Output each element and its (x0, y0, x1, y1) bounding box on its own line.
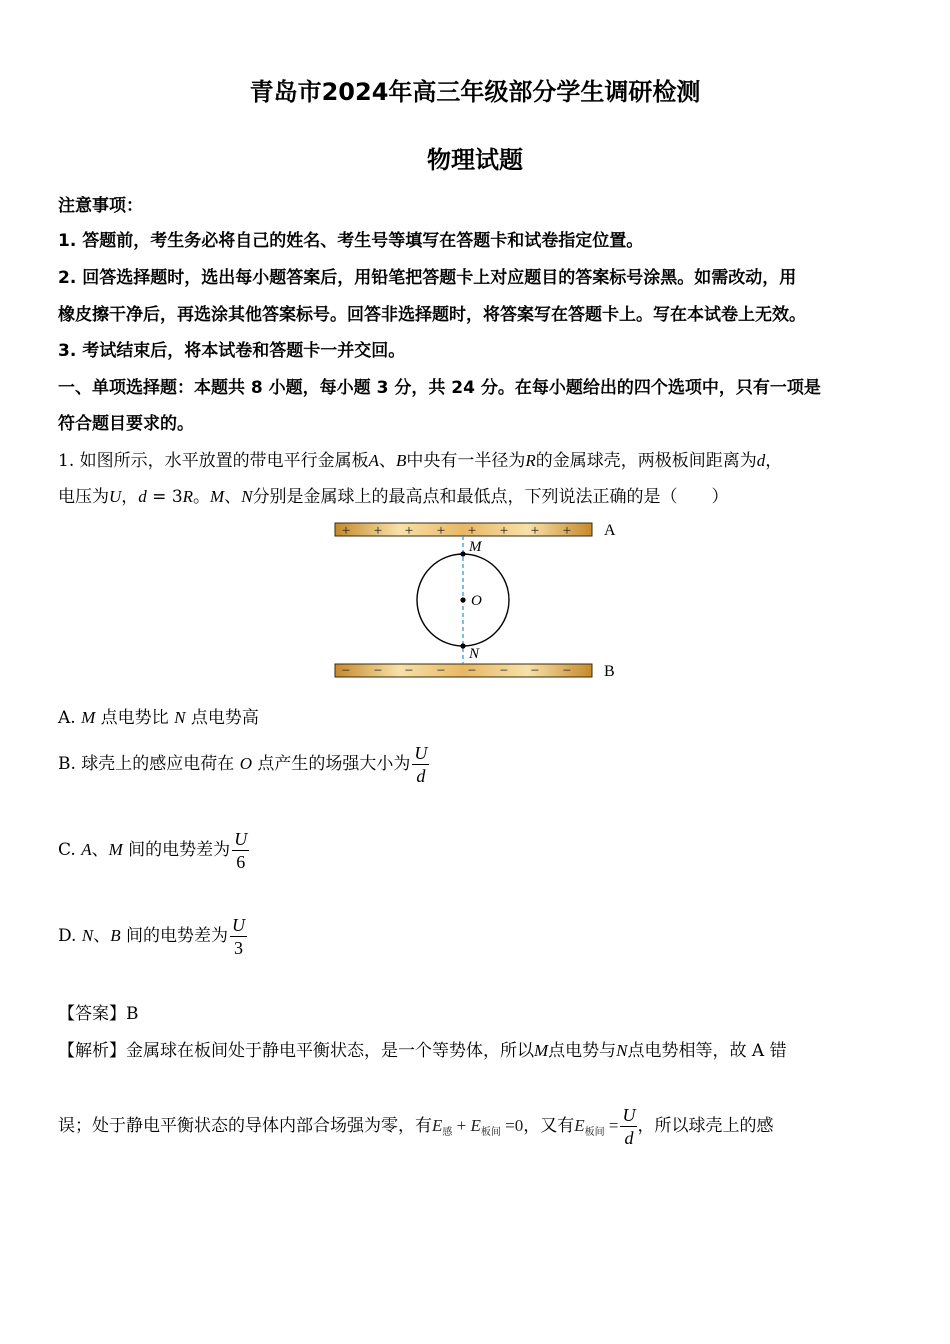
fraction-numerator: U (414, 743, 428, 763)
point-n-dot (460, 643, 465, 648)
option-c-text: 间的电势差为 (122, 840, 231, 860)
note-item-2-line-2: 橡皮擦干净后，再选涂其他答案标号。回答非选择题时，将答案写在答题卡上。写在本试卷上无效。 (58, 305, 806, 325)
analysis-var-n: N (616, 1041, 628, 1060)
analysis-line-1 (58, 1039, 787, 1063)
option-c-prefix: C. (58, 840, 82, 860)
option-b-fraction (412, 742, 429, 787)
analysis-var-m: M (534, 1041, 549, 1060)
minus-charge: − (436, 663, 446, 679)
option-d-prefix: D. (58, 926, 82, 946)
section-heading-line-2: 符合题目要求的。 (58, 414, 194, 434)
q1-var-d: d (138, 487, 147, 506)
plus-charge: + (499, 523, 509, 539)
option-a (58, 706, 259, 730)
q1-equation: = 3 (146, 487, 183, 507)
exam-title: 青岛市2024年高三年级部分学生调研检测 (249, 78, 701, 106)
question-1-line-2 (58, 485, 729, 509)
section-heading-line-1: 一、单项选择题：本题共 8 小题，每小题 3 分，共 24 分。在每小题给出的四个选项中，只有一项是 (58, 378, 821, 398)
analysis-text: ，所以球壳上的感 (637, 1116, 774, 1136)
option-a-var-n: N (174, 708, 186, 727)
option-c-fraction (232, 828, 249, 873)
q1-sep: 、 (379, 451, 397, 471)
analysis-text: 点电势与 (548, 1041, 617, 1061)
q1-text: 电压为 (58, 487, 109, 507)
q1-var-n: N (241, 487, 253, 506)
analysis-text: 金属球在板间处于静电平衡状态，是一个等势体，所以 (126, 1041, 534, 1061)
q1-var-d: d (756, 451, 766, 470)
equals-zero: =0 (505, 1116, 524, 1135)
option-d-text: 间的电势差为 (120, 926, 228, 946)
plate-b-label: B (604, 663, 615, 680)
analysis-text: 点电势相等，故 A 错 (627, 1041, 787, 1061)
fraction-numerator: U (622, 1105, 636, 1125)
option-c-var-m: M (108, 840, 123, 859)
q1-text: 分别是金属球上的最高点和最低点，下列说法正确的是（ ） (252, 487, 729, 507)
option-d-fraction (230, 914, 247, 959)
minus-charge: − (373, 663, 383, 679)
note-item-3: 3. 考试结束后，将本试卷和答题卡一并交回。 (58, 341, 406, 361)
subscript-plates: 板间 (584, 1127, 605, 1138)
minus-charge: − (404, 663, 414, 679)
plate-a-label: A (604, 522, 616, 539)
minus-charge: − (499, 663, 509, 679)
q1-var-b: B (396, 451, 407, 470)
q1-text: 1. 如图所示，水平放置的带电平行金属板 (58, 451, 369, 471)
q1-text: 中央有一半径为 (406, 451, 526, 471)
analysis-text: 误；处于静电平衡状态的导体内部合场强为零，有 (58, 1116, 432, 1136)
minus-charge: − (341, 663, 351, 679)
point-m-dot (460, 551, 465, 556)
plus-operator: + (456, 1116, 467, 1135)
exam-subtitle: 物理试题 (427, 146, 523, 174)
point-n-label: N (469, 646, 480, 662)
subscript-induced: 感 (442, 1127, 453, 1138)
notes-heading: 注意事项： (58, 196, 143, 216)
subscript-plates: 板间 (480, 1127, 501, 1138)
fraction-denominator: 6 (232, 850, 249, 873)
capacitor-sphere-figure (330, 516, 630, 686)
q1-var-r: R (182, 487, 194, 506)
plus-charge: + (530, 523, 540, 539)
plus-charge: + (436, 523, 446, 539)
q1-comma: ， (765, 451, 783, 471)
q1-var-r: R (525, 451, 536, 470)
q1-text: 。 (193, 487, 211, 507)
field-sum-equation (432, 1116, 524, 1138)
fraction-numerator: U (234, 829, 248, 849)
plate-field-equation (574, 1116, 619, 1138)
plus-charge: + (341, 523, 351, 539)
fraction-denominator: d (412, 764, 429, 787)
option-b-prefix: B. 球壳上的感应电荷在 (58, 754, 240, 774)
note-item-1: 1. 答题前，考生务必将自己的姓名、考生号等填写在答题卡和试卷指定位置。 (58, 231, 644, 251)
point-o-dot (460, 597, 465, 602)
analysis-fraction (620, 1104, 637, 1149)
minus-charge: − (562, 663, 572, 679)
plus-charge: + (404, 523, 414, 539)
q1-text: ， (121, 487, 139, 507)
option-d (58, 914, 247, 959)
point-m-label: M (469, 539, 482, 555)
question-1-line-1 (58, 449, 782, 473)
option-c (58, 828, 249, 873)
q1-sep: 、 (224, 487, 242, 507)
option-a-text: 点电势高 (185, 708, 259, 728)
option-d-var-b: B (110, 926, 121, 945)
option-b (58, 742, 429, 787)
analysis-label: 【解析】 (58, 1041, 126, 1061)
fraction-denominator: d (620, 1126, 637, 1149)
plus-charge: + (467, 523, 477, 539)
answer-value: B (126, 1004, 139, 1024)
option-d-sep: 、 (93, 926, 111, 946)
option-c-sep: 、 (91, 840, 109, 860)
minus-charge: − (530, 663, 540, 679)
option-a-var-m: M (81, 708, 96, 727)
q1-text: 的金属球壳，两极板间距离为 (535, 451, 757, 471)
option-c-var-a: A (81, 840, 92, 859)
minus-charge: − (467, 663, 477, 679)
option-b-text: 点产生的场强大小为 (252, 754, 411, 774)
option-d-var-n: N (81, 926, 94, 945)
option-b-var-o: O (239, 754, 252, 773)
analysis-text: ，又有 (523, 1116, 575, 1136)
field-symbol: E (574, 1116, 585, 1135)
plus-charge: + (373, 523, 383, 539)
analysis-line-2 (58, 1103, 773, 1156)
plus-charge: + (562, 523, 572, 539)
point-o-label: O (471, 593, 482, 609)
fraction-denominator: 3 (230, 936, 247, 959)
field-symbol: E (432, 1116, 443, 1135)
q1-var-u: U (109, 487, 122, 506)
q1-var-m: M (210, 487, 225, 506)
option-a-text: 点电势比 (95, 708, 175, 728)
option-a-prefix: A. (58, 708, 82, 728)
q1-var-a: A (368, 451, 380, 470)
fraction-numerator: U (231, 915, 245, 935)
note-item-2-line-1: 2. 回答选择题时，选出每小题答案后，用铅笔把答题卡上对应题目的答案标号涂黑。如需改动，用 (58, 268, 797, 288)
answer-label: 【答案】 (58, 1004, 126, 1024)
answer-line (58, 1002, 139, 1026)
equals-operator: = (608, 1116, 619, 1135)
field-symbol: E (470, 1116, 481, 1135)
